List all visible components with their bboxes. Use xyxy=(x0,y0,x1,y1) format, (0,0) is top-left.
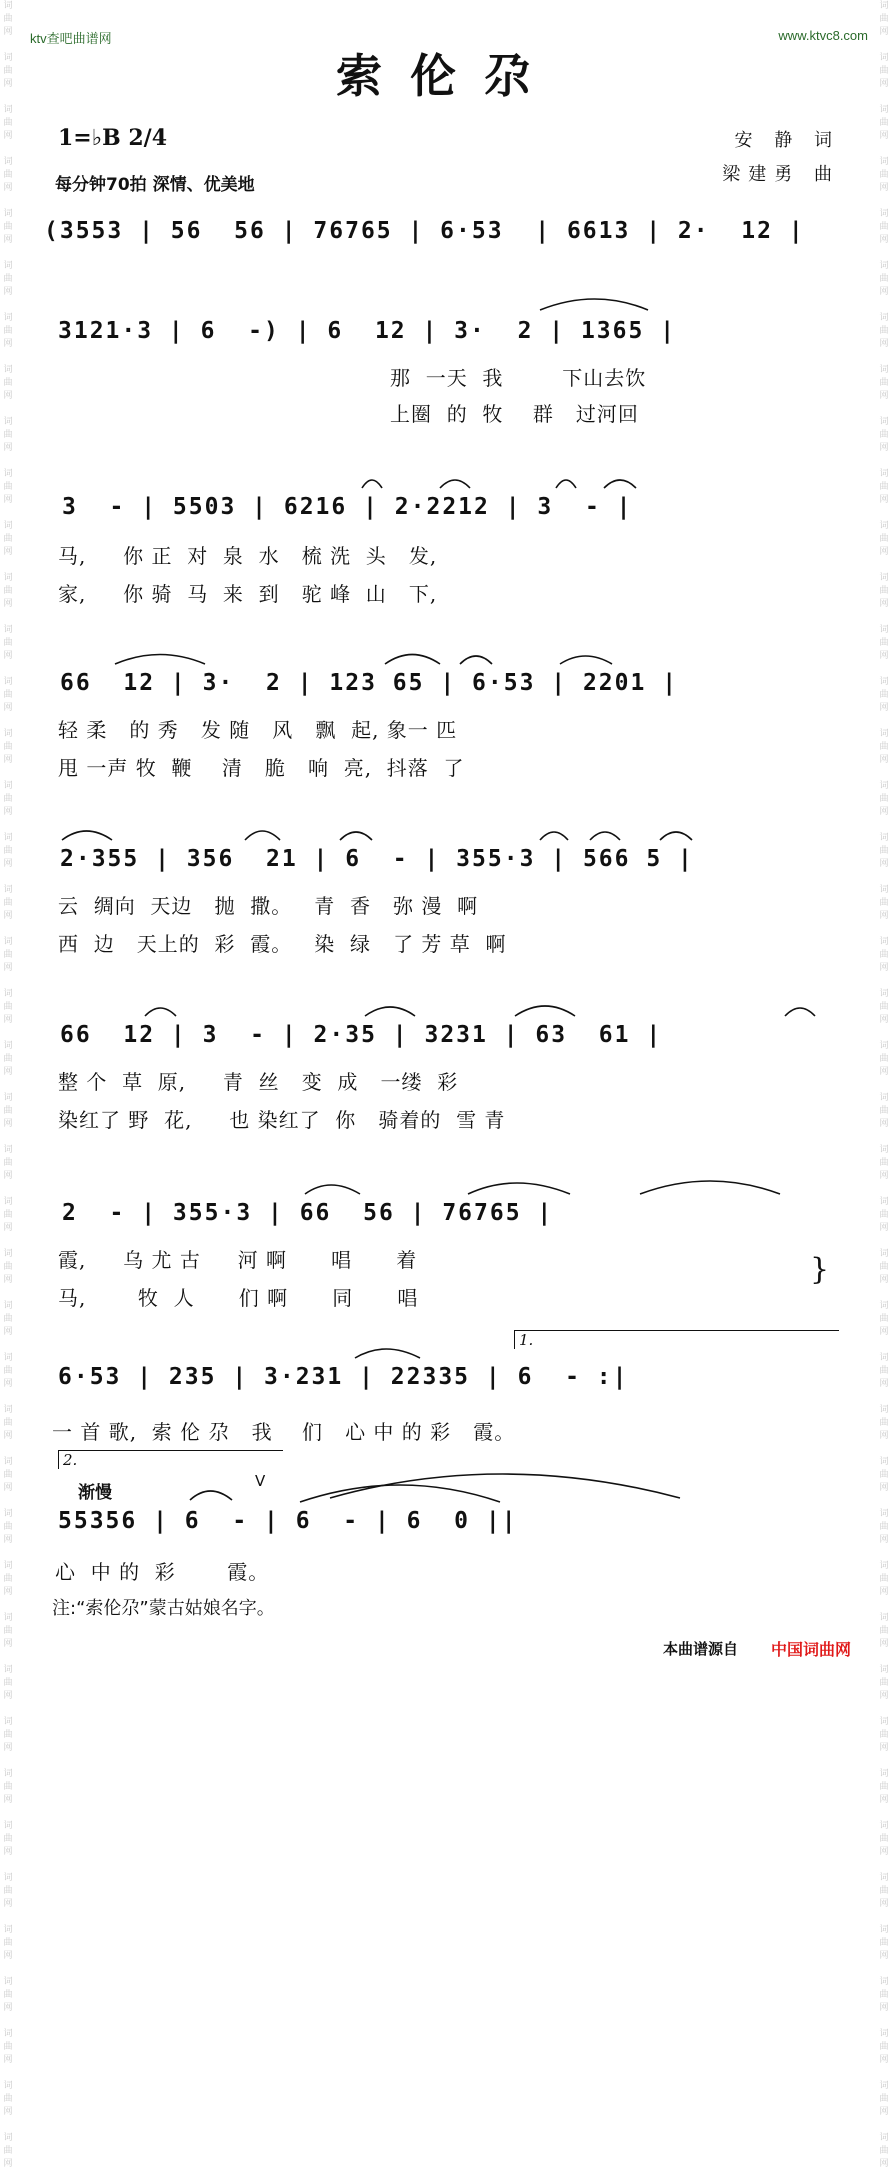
verse-brace: } xyxy=(810,1252,830,1287)
notation-row-2: 3121·3 | 6 -) | 6 12 | 3· 2 | 1365 | xyxy=(58,318,677,344)
source-site[interactable]: 中国词曲网 xyxy=(771,1640,852,1659)
slur xyxy=(340,832,372,840)
watermark-left: 词 曲 网 词 曲 网 词 曲 网 词 曲 网 词 曲 网 词 曲 网 词 曲 网 词 曲 网 词 曲 网 词 曲 网 词 曲 网 词 曲 网 词 曲 网 词 曲 网 词 曲 网 词 曲 网 词 曲 网 词 曲 网 词 曲 网 词 曲 网 词 曲 网 词 曲 网 词 曲 网 词 曲 网 词 曲 网 词 曲 网 词 曲 网 词 曲 网 词 曲 网 词 曲 网 词 曲 网 词 曲 网 词 曲 网 词 曲 网 词 曲 网 词 曲 网 词 曲 网 词 曲 网 词 曲 网 词 曲 网 词 曲 网 词 曲 网 xyxy=(3,1,13,2169)
lyrics-row-4-verse-1: 轻 柔 的 秀 发 随 风 飘 起, 象一 匹 xyxy=(58,718,458,742)
slur xyxy=(660,832,692,840)
lyrics-row-7-verse-2: 马, 牧 人 们 啊 同 唱 xyxy=(58,1286,419,1310)
slur xyxy=(300,1485,500,1502)
lyrics-row-2-verse-2: 上圈 的 牧 群 过河回 xyxy=(390,402,639,426)
lyrics-row-4-verse-2: 甩 一声 牧 鞭 清 脆 响 亮, 抖落 了 xyxy=(58,756,465,780)
slur xyxy=(785,1008,815,1016)
slur xyxy=(440,480,470,488)
slur xyxy=(62,831,112,840)
slur xyxy=(355,1349,420,1358)
lyrics-row-6-verse-1: 整 个 草 原, 青 丝 变 成 一缕 彩 xyxy=(58,1070,459,1094)
breath-mark: V xyxy=(255,1472,266,1490)
lyrics-row-2-verse-1: 那 一天 我 下山去饮 xyxy=(390,366,647,390)
notation-row-7: 2 - | 355·3 | 66 56 | 76765 | xyxy=(62,1200,554,1226)
lyrics-row-5-verse-2: 西 边 天上的 彩 霞。 染 绿 了 芳 草 啊 xyxy=(58,932,507,956)
notation-row-6: 66 12 | 3 - | 2·35 | 3231 | 63 61 | xyxy=(60,1022,663,1048)
site-label-right: www.ktvc8.com xyxy=(778,28,868,43)
slur xyxy=(385,655,440,665)
slur xyxy=(330,1474,680,1498)
ritardando-marking: 渐慢 xyxy=(78,1483,112,1503)
slur xyxy=(460,656,492,664)
lyricist-credit: 安 静 词 xyxy=(734,130,840,151)
watermark-right: 词 曲 网 词 曲 网 词 曲 网 词 曲 网 词 曲 网 词 曲 网 词 曲 网 词 曲 网 词 曲 网 词 曲 网 词 曲 网 词 曲 网 词 曲 网 词 曲 网 词 曲 网 词 曲 网 词 曲 网 词 曲 网 词 曲 网 词 曲 网 词 曲 网 词 曲 网 词 曲 网 词 曲 网 词 曲 网 词 曲 网 词 曲 网 词 曲 网 词 曲 网 词 曲 网 词 曲 网 词 曲 网 词 曲 网 词 曲 网 词 曲 网 词 曲 网 词 曲 网 词 曲 网 词 曲 网 词 曲 网 词 曲 网 词 曲 网 xyxy=(879,1,889,2169)
volta-1: 1. xyxy=(514,1330,839,1349)
slur xyxy=(305,1185,360,1194)
footnote: 注:“索伦尕”蒙古姑娘名字。 xyxy=(52,1598,275,1619)
source-label: 本曲谱源自 xyxy=(663,1640,739,1658)
notation-row-1: (3553 | 56 56 | 76765 | 6·53 | 6613 | 2· 12 | xyxy=(44,218,805,244)
lyrics-row-7-verse-1: 霞, 乌 尤 古 河 啊 唱 着 xyxy=(58,1248,418,1272)
slur xyxy=(362,480,382,488)
lyrics-row-8: 一 首 歌, 索 伦 尕 我 们 心 中 的 彩 霞。 xyxy=(52,1420,516,1444)
slur xyxy=(468,1183,570,1194)
slur xyxy=(540,832,568,840)
slur xyxy=(590,832,620,840)
volta-2: 2. xyxy=(58,1450,283,1469)
notation-row-5: 2·355 | 356 21 | 6 - | 355·3 | 566 5 | xyxy=(60,846,694,872)
slur xyxy=(515,1006,575,1016)
notation-row-3: 3 - | 5503 | 6216 | 2·2212 | 3 - | xyxy=(62,494,633,520)
slur xyxy=(115,655,205,665)
slur xyxy=(560,656,612,664)
slur xyxy=(604,480,636,488)
lyrics-row-3-verse-2: 家, 你 骑 马 来 到 驼 峰 山 下, xyxy=(58,582,438,606)
lyrics-row-6-verse-2: 染红了 野 花, 也 染红了 你 骑着的 雪 青 xyxy=(58,1108,506,1132)
notation-row-9: 55356 | 6 - | 6 - | 6 0 || xyxy=(58,1508,518,1534)
slur xyxy=(640,1181,780,1194)
lyrics-row-9: 心 中 的 彩 霞。 xyxy=(55,1560,270,1584)
slur xyxy=(190,1491,232,1500)
slur xyxy=(245,831,280,840)
song-title: 索伦尕 xyxy=(336,49,558,103)
tempo-marking: 每分钟70拍 深情、优美地 xyxy=(55,175,255,195)
site-label-left: ktv查吧曲谱网 xyxy=(30,31,112,46)
lyrics-row-5-verse-1: 云 绸向 天边 抛 撒。 青 香 弥 漫 啊 xyxy=(58,894,479,918)
slur xyxy=(365,1007,415,1016)
slur xyxy=(540,299,648,310)
key-signature: 1=♭B 2/4 xyxy=(58,125,168,151)
notation-row-4: 66 12 | 3· 2 | 123 65 | 6·53 | 2201 | xyxy=(60,670,679,696)
notation-row-8: 6·53 | 235 | 3·231 | 22335 | 6 - :| xyxy=(58,1364,629,1390)
slur xyxy=(145,1008,176,1016)
lyrics-row-3-verse-1: 马, 你 正 对 泉 水 梳 洗 头 发, xyxy=(58,544,438,568)
slur xyxy=(556,480,576,488)
composer-credit: 梁建勇 曲 xyxy=(722,164,840,185)
